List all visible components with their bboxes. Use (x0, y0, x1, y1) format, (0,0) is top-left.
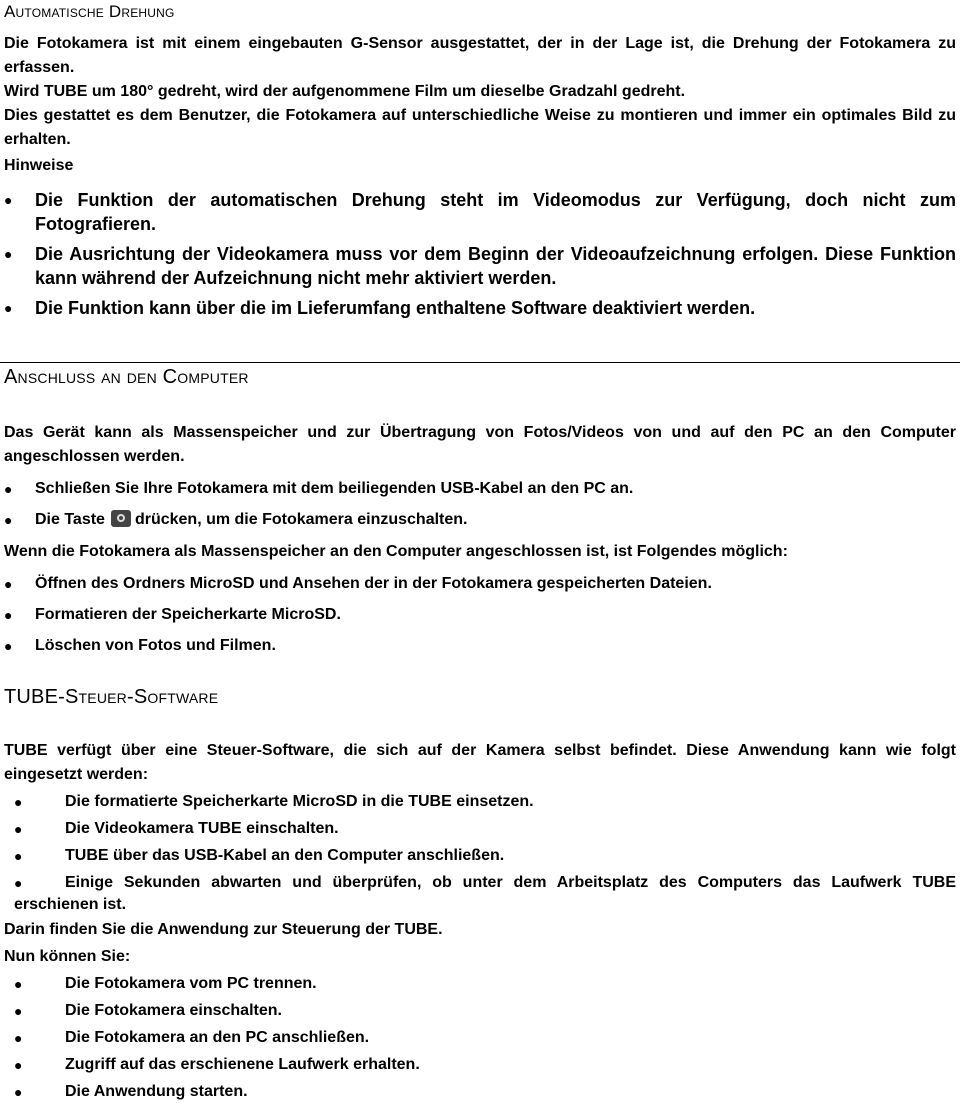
paragraph: Die Fotokamera ist mit einem eingebauten G-Sensor ausgestattet, der in der Lage ist, die Drehung der Fotokamera zu erfassen. (4, 35, 956, 76)
bullet-icon: ● (14, 1003, 23, 1019)
possibilities-list (0, 573, 960, 657)
list-item: ● Löschen von Fotos und Filmen. (0, 635, 960, 657)
section-tube-software (0, 686, 960, 1108)
paragraph: Dies gestattet es dem Benutzer, die Fotokamera auf unterschiedliche Weise zu montieren und immer ein optimales Bild zu erhalten. (4, 107, 956, 148)
paragraph: Das Gerät kann als Massenspeicher und zur Übertragung von Fotos/Videos von und auf den PC an den Computer angeschlossen werden. (4, 424, 956, 465)
bullet-icon: ● (14, 1057, 23, 1073)
list-item: ● Öffnen des Ordners MicroSD und Ansehen der in der Fotokamera gespeicherten Dateien. (0, 573, 960, 595)
paragraph: Wird TUBE um 180° gedreht, wird der aufgenommene Film um dieselbe Gradzahl gedreht. (4, 83, 686, 100)
bullet-icon: ● (4, 192, 13, 208)
bullet-icon: ● (14, 848, 23, 864)
list-item: ● TUBE über das USB-Kabel an den Computer anschließen. (0, 845, 960, 867)
bullet-icon: ● (4, 638, 13, 654)
notes-label: Hinweise (4, 157, 74, 174)
bullet-icon: ● (4, 576, 13, 592)
bullet-icon: ● (14, 794, 23, 810)
paragraph: Darin finden Sie die Anwendung zur Steuerung der TUBE. (4, 921, 443, 938)
section-heading: TUBE-Steuer-Software (4, 686, 219, 708)
paragraph: TUBE verfügt über eine Steuer-Software, die sich auf der Kamera selbst befindet. Diese Anwendung kann wie folgt eingesetzt werden: (4, 742, 956, 783)
bullet-icon: ● (4, 300, 13, 316)
list-item: ● Zugriff auf das erschienene Laufwerk erhalten. (0, 1054, 960, 1076)
section-computer-connection (0, 366, 960, 666)
list-item: ● Die Videokamera TUBE einschalten. (0, 818, 960, 840)
paragraph: Nun können Sie: (4, 948, 131, 965)
list-item: ● Einige Sekunden abwarten und überprüfen, ob unter dem Arbeitsplatz des Computers das Laufwerk TUBE erschienen ist. (14, 874, 956, 913)
list-item: ● Die Funktion kann über die im Lieferumfang enthaltene Software deaktiviert werden. (4, 298, 756, 318)
list-item: ● Die Ausrichtung der Videokamera muss vor dem Beginn der Videoaufzeichnung erfolgen. Diese Funktion kann während der Aufzeichnung nicht mehr aktiviert werden. (4, 244, 956, 288)
bullet-icon: ● (14, 875, 23, 891)
steps-list (0, 478, 960, 531)
bullet-icon: ● (4, 246, 13, 262)
bullet-icon: ● (14, 1030, 23, 1046)
bullet-icon: ● (14, 1084, 23, 1100)
section-automatic-rotation (0, 2, 960, 326)
list-item: ● Die Fotokamera vom PC trennen. (0, 973, 960, 995)
bullet-icon: ● (14, 976, 23, 992)
next-steps-list (0, 973, 960, 1103)
list-item: ● Die Funktion der automatischen Drehung steht im Videomodus zur Verfügung, doch nicht zum Fotografieren. (4, 190, 956, 234)
bullet-icon: ● (4, 607, 13, 623)
list-item: ● Die formatierte Speicherkarte MicroSD in die TUBE einsetzen. (0, 791, 960, 813)
bullet-icon: ● (4, 512, 13, 528)
camera-button-icon (111, 510, 131, 527)
bullet-icon: ● (14, 821, 23, 837)
usage-steps-list (0, 791, 960, 916)
section-heading: Anschluss an den Computer (4, 366, 249, 388)
section-divider (0, 362, 960, 363)
bullet-icon: ● (4, 481, 13, 497)
section-heading: Automatische Drehung (4, 2, 175, 21)
list-item: ● Die Anwendung starten. (0, 1081, 960, 1103)
list-item: ● Die Taste drücken, um die Fotokamera einzuschalten. (0, 509, 960, 531)
list-item: ● Schließen Sie Ihre Fotokamera mit dem beiliegenden USB-Kabel an den PC an. (0, 478, 960, 500)
list-item: ● Die Fotokamera einschalten. (0, 1000, 960, 1022)
notes-list (0, 188, 960, 320)
list-item: ● Formatieren der Speicherkarte MicroSD. (0, 604, 960, 626)
list-item: ● Die Fotokamera an den PC anschließen. (0, 1027, 960, 1049)
paragraph: Wenn die Fotokamera als Massenspeicher an den Computer angeschlossen ist, ist Folgendes möglich: (4, 543, 788, 560)
